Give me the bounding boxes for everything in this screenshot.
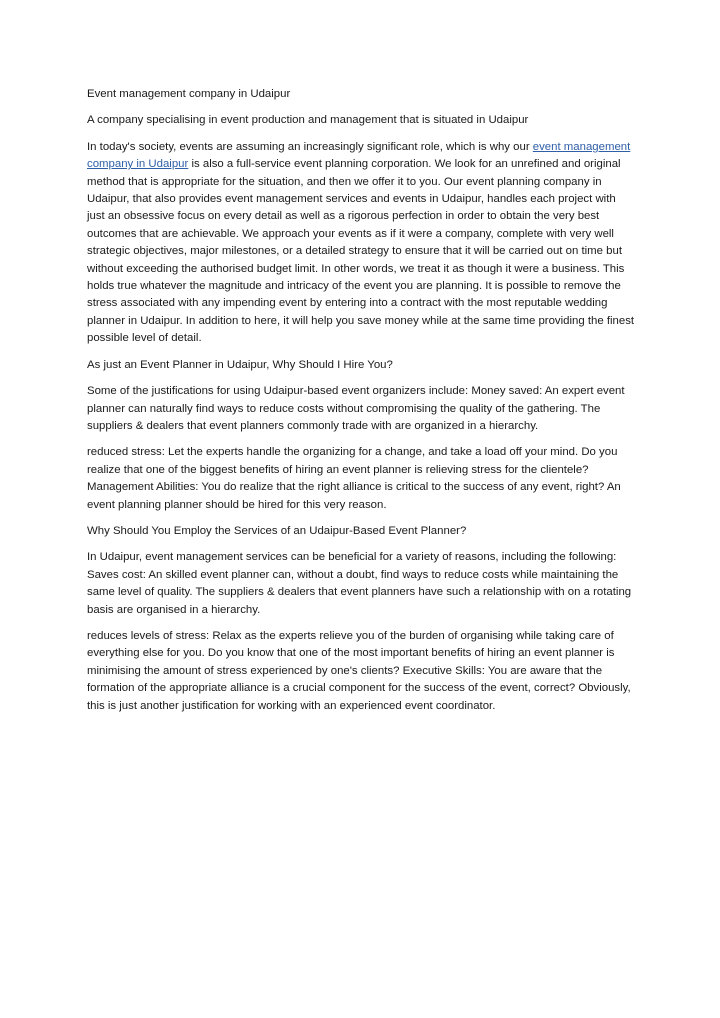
paragraph-reduces-stress: reduces levels of stress: Relax as the experts relieve you of the burden of organising while taking care of everything else for you. Do you know that one of the most important benefits of hiring an event planner is minimising the amount of stress experienced by one's clients? Executive Skills: You are aware that the formation of the appropriate alliance is a crucial component for the success of the event, correct? Obviously, this is just another justification for working with an experienced event coordinator. bbox=[87, 629, 631, 712]
intro-paragraph bbox=[87, 139, 635, 348]
paragraph-justifications: Some of the justifications for using Udaipur-based event organizers include: Money saved: An expert event planner can naturally find ways to reduce costs without compromising the quality of the gathering. The suppliers & dealers that event planners commonly trade with are organized in a hierarchy. bbox=[87, 385, 625, 432]
paragraph-udaipur-services: In Udaipur, event management services can be beneficial for a variety of reasons, including the following: Saves cost: An skilled event planner can, without a doubt, find ways to reduce costs while maintaining the same level of quality. The suppliers & dealers that event planners have such a relationship with on a rotating basis are organised in a hierarchy. bbox=[87, 551, 632, 616]
document-subtitle: A company specialising in event production and management that is situated in Udaipur bbox=[87, 114, 529, 127]
intro-text-before-link: In today's society, events are assuming an increasingly significant role, which is why our bbox=[87, 140, 533, 153]
paragraph-reduced-stress: reduced stress: Let the experts handle the organizing for a change, and take a load off your mind. Do you realize that one of the biggest benefits of hiring an event planner is relieving stress for the clientele? Management Abilities: You do realize that the right alliance is critical to the success of any event, right? An event planning planner should be hired for this very reason. bbox=[87, 446, 621, 511]
document-page bbox=[87, 86, 635, 724]
document-title: Event management company in Udaipur bbox=[87, 88, 291, 100]
section-heading-employ: Why Should You Employ the Services of an Udaipur-Based Event Planner? bbox=[87, 524, 467, 537]
intro-text-after-link: is also a full-service event planning corporation. We look for an unrefined and original method that is appropriate for the situation, and then we offer it to you. Our event planning company in Udaipur, that also provides event management services and events in Udaipur, handles each project with just an obsessive focus on every detail as well as a rigorous perfection in order to obtain the very best outcomes that are achievable. We approach your events as if it were a company, complete with very well strategic objectives, major milestones, or a detailed strategy to ensure that it will be carried out on time but without exceeding the authorised budget limit. In other words, we treat it as though it were a business. This holds true whatever the magnitude and intricacy of the event you are planning. It is possible to remove the stress associated with any impending event by entering into a contract with the most reputable wedding planner in Udaipur. In addition to here, it will help you save money while at the same time providing the finest possible level of detail. bbox=[87, 158, 635, 345]
event-management-link[interactable]: event management company in Udaipur bbox=[87, 140, 631, 171]
section-heading-hire: As just an Event Planner in Udaipur, Why Should I Hire You? bbox=[87, 358, 393, 371]
